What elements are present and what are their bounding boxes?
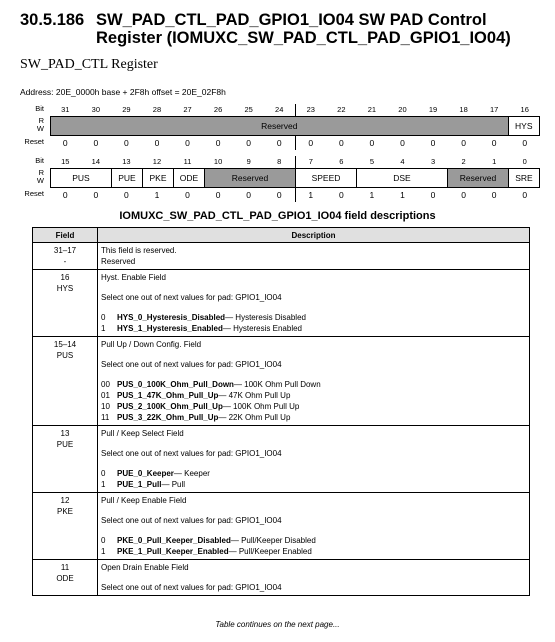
field-summary: Pull / Keep Select Field [101, 429, 184, 438]
option-text: — 22K Ohm Pull Up [218, 413, 291, 422]
value-option [101, 401, 526, 412]
field-cell [33, 337, 98, 426]
reset-value: 0 [62, 138, 68, 148]
field-summary: Pull / Keep Enable Field [101, 496, 187, 505]
reset-value: 1 [154, 190, 160, 200]
bit-number: 3 [430, 157, 436, 166]
option-text: — 100K Ohm Pull Down [233, 380, 321, 389]
bit-label: Bit [35, 104, 44, 113]
field-name: PUS [56, 351, 74, 360]
bit-number: 5 [369, 157, 374, 166]
reset-value: 0 [264, 188, 296, 202]
option-value: 0 [101, 536, 106, 545]
description-cell [98, 560, 530, 596]
reset-value: 0 [124, 190, 129, 200]
value-option [101, 468, 526, 479]
bit-number: 12 [152, 157, 162, 166]
field-descriptions-table [32, 227, 530, 596]
table-row [33, 337, 530, 426]
continued-note: Table continues on the next page... [215, 620, 340, 629]
bit-number: 25 [244, 105, 253, 114]
option-name: PUE_1_Pull [117, 480, 162, 489]
option-value: 00 [101, 380, 110, 389]
reset-value: 0 [93, 190, 99, 200]
select-note: Select one out of next values for pad: GPIO1_IO04 [101, 516, 282, 525]
option-text: — Hysteresis Disabled [225, 313, 306, 322]
table-title: IOMUXC_SW_PAD_CTL_PAD_GPIO1_IO04 field descriptions [119, 210, 436, 222]
bit-number: 29 [122, 105, 131, 114]
field-summary: Hyst. Enable Field [101, 273, 166, 282]
option-name: PUS_3_22K_Ohm_Pull_Up [117, 413, 219, 422]
register-diagram-lower [20, 156, 533, 206]
bit-number: 28 [152, 105, 162, 114]
table-row [33, 270, 530, 337]
reset-value: 0 [522, 138, 528, 148]
field-name: PUE [56, 440, 74, 449]
field-cell [33, 493, 98, 560]
reserved-field: Reserved [205, 169, 296, 187]
bit-number: 6 [339, 157, 344, 166]
section-number: 30.5.186 [20, 11, 85, 29]
reset-value: 0 [338, 190, 344, 200]
bit-number: 22 [337, 105, 346, 114]
option-text: — 100K Ohm Pull Up [222, 402, 300, 411]
value-option [101, 546, 526, 557]
reset-value: 0 [461, 138, 466, 148]
reset-value: 0 [491, 190, 497, 200]
bit-number: 23 [306, 105, 315, 114]
description-cell [98, 270, 530, 337]
reset-value: 0 [338, 138, 344, 148]
reset-value: 0 [522, 190, 528, 200]
description-cell [98, 426, 530, 493]
value-option [101, 312, 526, 323]
option-value: 10 [101, 402, 110, 411]
field-bits: 13 [60, 429, 70, 438]
reset-value: 0 [93, 138, 99, 148]
field-bits: 15–14 [53, 340, 77, 349]
register-fields-row [50, 116, 540, 136]
section-title: SW_PAD_CTL_PAD_GPIO1_IO04 SW PAD Control Register (IOMUXC_SW_PAD_CTL_PAD_GPIO1_IO04) [96, 11, 511, 47]
reset-value: 0 [264, 136, 296, 150]
option-text: — Pull/Keeper Enabled [228, 547, 312, 556]
reset-value: 1 [400, 190, 405, 200]
reserved-field: Reserved [448, 169, 509, 187]
field-cell [33, 243, 98, 270]
bit-number: 19 [428, 105, 438, 114]
option-name: PKE_1_Pull_Keeper_Enabled [117, 547, 229, 556]
table-row [33, 426, 530, 493]
select-note: Select one out of next values for pad: GPIO1_IO04 [101, 583, 282, 592]
field-bits: 16 [60, 273, 70, 282]
field-name: ODE [56, 574, 74, 583]
register-field-speed: SPEED [296, 169, 357, 187]
bit-number: 8 [264, 156, 296, 168]
reserved-field: Reserved [51, 117, 509, 135]
option-text: — Pull/Keeper Disabled [230, 536, 316, 545]
option-text: — Keeper [173, 469, 210, 478]
bit-number: 20 [398, 105, 407, 114]
read-label: R [38, 116, 44, 125]
bit-number: 4 [400, 157, 405, 166]
bit-number: 13 [122, 157, 131, 166]
option-value: 01 [101, 391, 110, 400]
field-cell [33, 560, 98, 596]
reset-value: 0 [308, 138, 314, 148]
register-field-pue: PUE [112, 169, 143, 187]
reset-value: 0 [215, 138, 221, 148]
field-name: HYS [56, 284, 74, 293]
field-summary: Open Drain Enable Field [101, 563, 189, 572]
bit-number: 0 [522, 157, 527, 166]
reset-value: 0 [400, 138, 405, 148]
bit-label: Bit [35, 156, 44, 165]
table-row [33, 560, 530, 596]
option-name: PUS_2_100K_Ohm_Pull_Up [117, 402, 223, 411]
value-option [101, 379, 526, 390]
register-fields-row [50, 168, 540, 188]
register-field-hys: HYS [515, 121, 533, 131]
reset-value: 0 [246, 190, 252, 200]
read-label: R [38, 168, 44, 177]
reset-label: Reset [24, 137, 44, 146]
bit-number: 11 [183, 157, 192, 166]
reset-value: 0 [491, 138, 497, 148]
bit-number: 31 [61, 105, 70, 114]
option-value: 1 [101, 547, 106, 556]
field-name: - [63, 257, 67, 266]
option-name: PKE_0_Pull_Keeper_Disabled [117, 536, 231, 545]
reset-value: 0 [369, 138, 375, 148]
field-bits: 31–17 [53, 246, 77, 255]
register-field-sre: SRE [515, 173, 533, 183]
column-header-field: Field [33, 228, 98, 243]
reset-value: 0 [185, 190, 190, 200]
bit-number: 21 [367, 105, 377, 114]
bit-number: 26 [213, 105, 223, 114]
bit-number: 10 [213, 157, 223, 166]
register-field-pke: PKE [143, 169, 174, 187]
bit-numbers-row [50, 156, 540, 168]
option-text: — Pull [161, 480, 186, 489]
option-value: 1 [101, 324, 106, 333]
bit-number: 17 [489, 105, 499, 114]
option-value: 11 [101, 413, 110, 422]
option-name: PUE_0_Keeper [117, 469, 174, 478]
reset-value: 1 [369, 190, 375, 200]
column-header-description: Description [98, 228, 530, 243]
value-option [101, 479, 526, 490]
reset-value: 0 [124, 138, 129, 148]
bit-number: 30 [91, 105, 101, 114]
reset-value: 0 [461, 190, 466, 200]
field-bits: 11 [60, 563, 70, 572]
option-value: 0 [101, 469, 106, 478]
bit-number: 2 [461, 157, 466, 166]
bit-number: 7 [308, 157, 313, 166]
option-text: — Hysteresis Enabled [222, 324, 302, 333]
option-name: HYS_0_Hysteresis_Disabled [117, 313, 226, 322]
option-value: 0 [101, 313, 106, 322]
bit-number: 15 [61, 157, 70, 166]
value-option [101, 412, 526, 423]
register-subheading: SW_PAD_CTL Register [20, 57, 158, 72]
register-address: Address: 20E_0000h base + 2F8h offset = 20E_02F8h [20, 87, 226, 97]
description-cell [98, 493, 530, 560]
bit-number: 18 [459, 105, 468, 114]
register-field-ode: ODE [174, 169, 205, 187]
field-summary: This field is reserved. [101, 246, 177, 255]
option-text: — 47K Ohm Pull Up [218, 391, 291, 400]
select-note: Select one out of next values for pad: GPIO1_IO04 [101, 293, 282, 302]
option-value: 1 [101, 480, 106, 489]
write-label: W [36, 176, 44, 185]
reset-values-row [50, 188, 540, 202]
write-label: W [36, 124, 44, 133]
field-cell [33, 426, 98, 493]
bit-number: 9 [246, 157, 251, 166]
field-summary-detail: Reserved [101, 257, 136, 266]
value-option [101, 390, 526, 401]
register-diagram-upper [20, 104, 533, 154]
select-note: Select one out of next values for pad: GPIO1_IO04 [101, 360, 282, 369]
description-cell [98, 337, 530, 426]
reset-label: Reset [24, 189, 44, 198]
field-bits: 12 [60, 496, 70, 505]
table-row [33, 243, 530, 270]
bit-number: 24 [264, 104, 296, 116]
bit-number: 27 [183, 105, 192, 114]
field-summary: Pull Up / Down Config. Field [101, 340, 202, 349]
bit-number: 1 [492, 157, 497, 166]
reset-value: 0 [246, 138, 252, 148]
reset-value: 1 [308, 190, 314, 200]
value-option [101, 535, 526, 546]
bit-numbers-row [50, 104, 540, 116]
bit-number: 16 [520, 105, 529, 114]
field-cell [33, 270, 98, 337]
description-cell [98, 243, 530, 270]
option-name: PUS_1_47K_Ohm_Pull_Up [117, 391, 219, 400]
reset-value: 0 [430, 138, 436, 148]
reset-value: 0 [215, 190, 221, 200]
reset-value: 0 [430, 190, 436, 200]
bit-number: 14 [91, 157, 101, 166]
reset-value: 0 [185, 138, 190, 148]
option-name: HYS_1_Hysteresis_Enabled [117, 324, 223, 333]
register-field-pus: PUS [51, 169, 112, 187]
select-note: Select one out of next values for pad: GPIO1_IO04 [101, 449, 282, 458]
option-name: PUS_0_100K_Ohm_Pull_Down [117, 380, 234, 389]
field-name: PKE [56, 507, 73, 516]
reset-value: 0 [154, 138, 160, 148]
value-option [101, 323, 526, 334]
reset-value: 0 [62, 190, 68, 200]
table-row [33, 493, 530, 560]
register-field-dse: DSE [357, 169, 448, 187]
reset-values-row [50, 136, 540, 150]
